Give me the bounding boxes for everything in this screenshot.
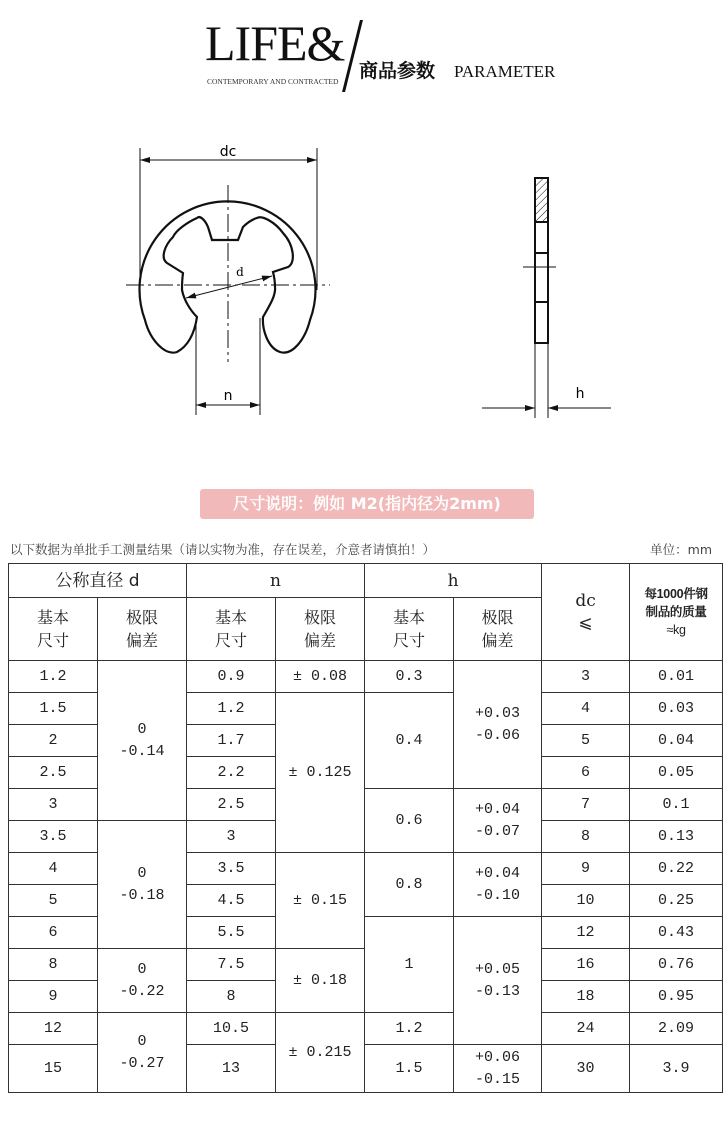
dc-value: 6 bbox=[542, 757, 630, 789]
header-h-tol: 极限 偏差 bbox=[454, 598, 542, 661]
n-basic: 4.5 bbox=[187, 885, 276, 917]
header-h-basic: 基本 尺寸 bbox=[365, 598, 454, 661]
h-basic: 0.3 bbox=[365, 661, 454, 693]
d-basic: 12 bbox=[9, 1013, 98, 1045]
d-dimension bbox=[186, 276, 272, 298]
label-d: d bbox=[236, 265, 244, 279]
dc-value: 16 bbox=[542, 949, 630, 981]
d-basic: 5 bbox=[9, 885, 98, 917]
h-basic: 1 bbox=[365, 917, 454, 1013]
h-basic: 0.6 bbox=[365, 789, 454, 853]
header-mass bbox=[630, 564, 723, 661]
h-basic: 1.5 bbox=[365, 1045, 454, 1093]
title-cn: 商品参数 bbox=[359, 60, 436, 82]
mass-value: 0.03 bbox=[630, 693, 723, 725]
mass-value: 0.95 bbox=[630, 981, 723, 1013]
mass-value: 0.04 bbox=[630, 725, 723, 757]
header-d: 公称直径 d bbox=[9, 564, 187, 598]
h-tolerance: +0.05 -0.13 bbox=[454, 917, 542, 1045]
header-dc-label: dc bbox=[575, 591, 596, 611]
n-basic: 1.2 bbox=[187, 693, 276, 725]
h-tolerance: +0.04 -0.07 bbox=[454, 789, 542, 853]
mass-value: 3.9 bbox=[630, 1045, 723, 1093]
n-basic: 2.5 bbox=[187, 789, 276, 821]
title-en: PARAMETER bbox=[454, 62, 556, 81]
table-row bbox=[9, 1013, 723, 1045]
d-basic: 6 bbox=[9, 917, 98, 949]
dc-value: 30 bbox=[542, 1045, 630, 1093]
h-basic: 0.4 bbox=[365, 693, 454, 789]
mass-value: 0.05 bbox=[630, 757, 723, 789]
mass-value: 2.09 bbox=[630, 1013, 723, 1045]
mass-value: 0.22 bbox=[630, 853, 723, 885]
d-basic: 15 bbox=[9, 1045, 98, 1093]
n-basic: 0.9 bbox=[187, 661, 276, 693]
mass-value: 0.01 bbox=[630, 661, 723, 693]
header-row bbox=[9, 564, 723, 598]
h-basic: 0.8 bbox=[365, 853, 454, 917]
d-basic: 1.5 bbox=[9, 693, 98, 725]
mass-value: 0.43 bbox=[630, 917, 723, 949]
h-basic: 1.2 bbox=[365, 1013, 454, 1045]
h-tolerance: +0.06 -0.15 bbox=[454, 1045, 542, 1093]
d-basic: 4 bbox=[9, 853, 98, 885]
size-note-banner: 尺寸说明：例如 M2(指内径为2mm) bbox=[200, 489, 534, 519]
d-tolerance: 0 -0.18 bbox=[98, 821, 187, 949]
d-tolerance: 0 -0.14 bbox=[98, 661, 187, 821]
mass-value: 0.13 bbox=[630, 821, 723, 853]
dc-value: 10 bbox=[542, 885, 630, 917]
label-dc: dc bbox=[219, 144, 237, 160]
header-d-basic: 基本 尺寸 bbox=[9, 598, 98, 661]
n-basic: 5.5 bbox=[187, 917, 276, 949]
d-tolerance: 0 -0.22 bbox=[98, 949, 187, 1013]
n-tolerance: ± 0.15 bbox=[276, 853, 365, 949]
measurement-caption: 以下数据为单批手工测量结果（请以实物为准，存在误差，介意者请慎拍！） bbox=[10, 542, 436, 557]
header-dc bbox=[542, 564, 630, 661]
n-tolerance: ± 0.125 bbox=[276, 693, 365, 853]
front-view bbox=[126, 148, 330, 415]
dc-value: 12 bbox=[542, 917, 630, 949]
parameter-table bbox=[8, 563, 723, 1093]
side-view bbox=[482, 178, 611, 418]
n-tolerance: ± 0.18 bbox=[276, 949, 365, 1013]
d-basic: 3.5 bbox=[9, 821, 98, 853]
dc-value: 4 bbox=[542, 693, 630, 725]
header-n: n bbox=[187, 564, 365, 598]
d-basic: 9 bbox=[9, 981, 98, 1013]
dc-value: 3 bbox=[542, 661, 630, 693]
header-h: h bbox=[365, 564, 542, 598]
logo-tagline: CONTEMPORARY AND CONTRACTED bbox=[207, 77, 339, 86]
e-clip-drawing bbox=[0, 0, 728, 470]
n-basic: 1.7 bbox=[187, 725, 276, 757]
dc-value: 9 bbox=[542, 853, 630, 885]
n-basic: 8 bbox=[187, 981, 276, 1013]
mass-value: 0.1 bbox=[630, 789, 723, 821]
unit-label: 单位：mm bbox=[650, 542, 712, 557]
d-basic: 1.2 bbox=[9, 661, 98, 693]
header-d-tol: 极限 偏差 bbox=[98, 598, 187, 661]
dc-value: 8 bbox=[542, 821, 630, 853]
dc-value: 5 bbox=[542, 725, 630, 757]
n-basic: 3 bbox=[187, 821, 276, 853]
n-basic: 3.5 bbox=[187, 853, 276, 885]
dc-value: 24 bbox=[542, 1013, 630, 1045]
logo-text: LIFE& bbox=[205, 15, 345, 71]
n-basic: 2.2 bbox=[187, 757, 276, 789]
label-n: n bbox=[223, 388, 233, 404]
mass-value: 0.25 bbox=[630, 885, 723, 917]
mass-value: 0.76 bbox=[630, 949, 723, 981]
h-tolerance: +0.04 -0.10 bbox=[454, 853, 542, 917]
n-basic: 13 bbox=[187, 1045, 276, 1093]
table-row bbox=[9, 661, 723, 693]
d-basic: 2.5 bbox=[9, 757, 98, 789]
label-h: h bbox=[575, 386, 585, 402]
header-mass-line3: ≈kg bbox=[666, 623, 686, 637]
d-basic: 3 bbox=[9, 789, 98, 821]
header-dc-symbol: ⩽ bbox=[578, 613, 593, 633]
dc-value: 7 bbox=[542, 789, 630, 821]
n-tolerance: ± 0.08 bbox=[276, 661, 365, 693]
header-mass-line1: 每1000件钢 bbox=[644, 587, 708, 601]
d-basic: 2 bbox=[9, 725, 98, 757]
d-basic: 8 bbox=[9, 949, 98, 981]
n-tolerance: ± 0.215 bbox=[276, 1013, 365, 1093]
header-n-basic: 基本 尺寸 bbox=[187, 598, 276, 661]
header-mass-line2: 制品的质量 bbox=[645, 605, 707, 619]
dc-value: 18 bbox=[542, 981, 630, 1013]
h-tolerance: +0.03 -0.06 bbox=[454, 661, 542, 789]
header-n-tol: 极限 偏差 bbox=[276, 598, 365, 661]
d-tolerance: 0 -0.27 bbox=[98, 1013, 187, 1093]
n-basic: 10.5 bbox=[187, 1013, 276, 1045]
n-basic: 7.5 bbox=[187, 949, 276, 981]
